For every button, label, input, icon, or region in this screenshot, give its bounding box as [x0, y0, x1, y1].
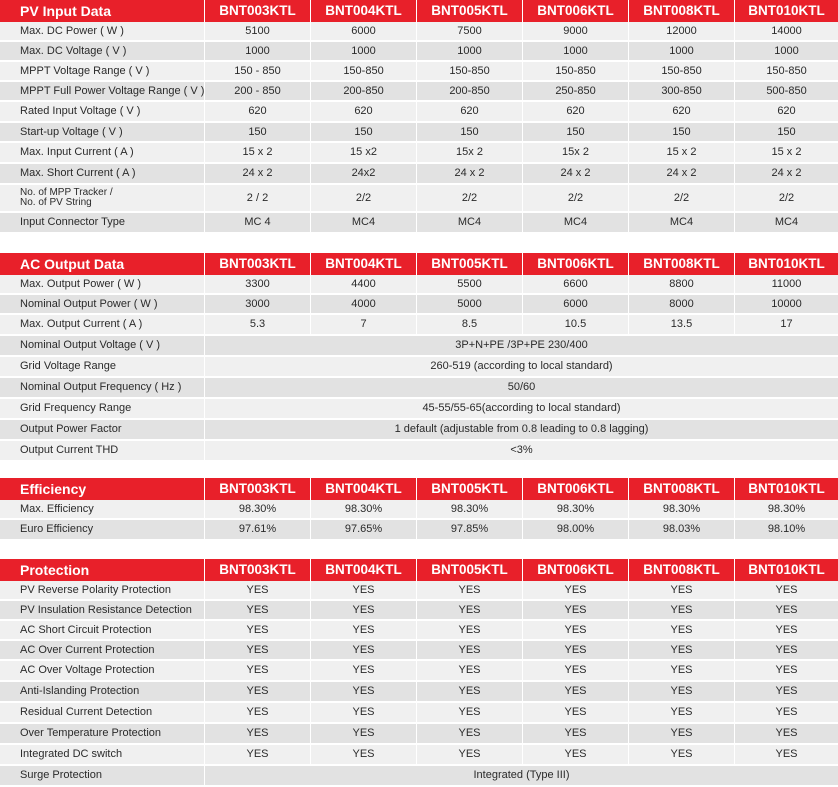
cell-value: YES: [205, 724, 311, 745]
spec-row: [0, 164, 838, 185]
row-label: Max. Efficiency: [0, 500, 205, 520]
cell-value: 150 - 850: [205, 62, 311, 82]
cell-value: YES: [417, 601, 523, 621]
row-label: Max. Input Current ( A ): [0, 143, 205, 164]
model-header: BNT008KTL: [629, 0, 735, 22]
cell-value: YES: [629, 745, 735, 766]
cell-value: 620: [523, 102, 629, 123]
spec-row: [0, 601, 838, 621]
row-label: Grid Voltage Range: [0, 357, 205, 378]
cell-value: YES: [523, 641, 629, 661]
cell-value: YES: [523, 661, 629, 682]
cell-value: YES: [311, 661, 417, 682]
cell-value: YES: [629, 641, 735, 661]
cell-value: MC4: [523, 213, 629, 234]
cell-value: YES: [523, 724, 629, 745]
model-header: BNT004KTL: [311, 0, 417, 22]
row-label: Rated Input Voltage ( V ): [0, 102, 205, 123]
cell-value: YES: [629, 724, 735, 745]
cell-value: YES: [735, 724, 838, 745]
cell-value: 150: [311, 123, 417, 143]
cell-value: 1000: [417, 42, 523, 62]
cell-value: 620: [629, 102, 735, 123]
cell-value: 5.3: [205, 315, 311, 336]
cell-value: 200 - 850: [205, 82, 311, 102]
section-header: [0, 253, 838, 275]
cell-value: 2/2: [735, 185, 838, 213]
spec-row: [0, 143, 838, 164]
cell-value: 9000: [523, 22, 629, 42]
row-label: MPPT Full Power Voltage Range ( V ): [0, 82, 205, 102]
cell-value: 12000: [629, 22, 735, 42]
row-label: Integrated DC switch: [0, 745, 205, 766]
cell-value: 2/2: [523, 185, 629, 213]
spec-row: [0, 275, 838, 295]
model-header: BNT003KTL: [205, 478, 311, 500]
cell-value: 15 x 2: [629, 143, 735, 164]
cell-value: 11000: [735, 275, 838, 295]
cell-value: 4400: [311, 275, 417, 295]
cell-value: YES: [311, 703, 417, 724]
section-title: AC Output Data: [0, 253, 205, 275]
cell-value: 98.03%: [629, 520, 735, 541]
section-title: Efficiency: [0, 478, 205, 500]
cell-value: 1000: [629, 42, 735, 62]
cell-value: 98.30%: [735, 500, 838, 520]
cell-value: YES: [417, 661, 523, 682]
spec-row: [0, 357, 838, 378]
spec-row: [0, 102, 838, 123]
cell-value: 5100: [205, 22, 311, 42]
cell-value: 24 x 2: [205, 164, 311, 185]
model-header: BNT010KTL: [735, 0, 838, 22]
cell-value: 150-850: [735, 62, 838, 82]
row-label: Max. DC Power ( W ): [0, 22, 205, 42]
cell-value: 5000: [417, 295, 523, 315]
cell-value: YES: [523, 581, 629, 601]
cell-value: 150-850: [417, 62, 523, 82]
spec-row: [0, 213, 838, 234]
row-label: PV Reverse Polarity Protection: [0, 581, 205, 601]
spec-row: [0, 724, 838, 745]
cell-value: YES: [523, 621, 629, 641]
cell-value: YES: [311, 581, 417, 601]
cell-value: 97.61%: [205, 520, 311, 541]
cell-value: MC4: [735, 213, 838, 234]
model-header: BNT006KTL: [523, 0, 629, 22]
row-label: Nominal Output Power ( W ): [0, 295, 205, 315]
cell-value: 4000: [311, 295, 417, 315]
row-label-line: No. of MPP Tracker /: [20, 187, 113, 198]
cell-value: YES: [205, 745, 311, 766]
spec-row: [0, 745, 838, 766]
cell-value: 2 / 2: [205, 185, 311, 213]
cell-value: 15x 2: [417, 143, 523, 164]
cell-value: 10000: [735, 295, 838, 315]
row-label: AC Over Current Protection: [0, 641, 205, 661]
cell-value: YES: [205, 601, 311, 621]
cell-value: 8800: [629, 275, 735, 295]
cell-value: YES: [629, 661, 735, 682]
cell-value: 98.30%: [523, 500, 629, 520]
cell-value: MC4: [629, 213, 735, 234]
cell-value: 260-519 (according to local standard): [205, 357, 838, 378]
model-header: BNT003KTL: [205, 253, 311, 275]
row-label-line: No. of PV String: [20, 197, 92, 208]
cell-value: 1000: [205, 42, 311, 62]
cell-value: Integrated (Type III): [205, 766, 838, 787]
cell-value: MC4: [311, 213, 417, 234]
row-label: Max. Short Current ( A ): [0, 164, 205, 185]
cell-value: YES: [417, 703, 523, 724]
cell-value: 5500: [417, 275, 523, 295]
model-header: BNT005KTL: [417, 253, 523, 275]
cell-value: 15x 2: [523, 143, 629, 164]
cell-value: 7500: [417, 22, 523, 42]
row-label: AC Over Voltage Protection: [0, 661, 205, 682]
spec-row: [0, 123, 838, 143]
cell-value: 97.65%: [311, 520, 417, 541]
cell-value: 24 x 2: [417, 164, 523, 185]
cell-value: YES: [629, 601, 735, 621]
spec-row: [0, 378, 838, 399]
cell-value: YES: [523, 601, 629, 621]
cell-value: YES: [417, 621, 523, 641]
cell-value: 150-850: [523, 62, 629, 82]
cell-value: YES: [735, 601, 838, 621]
model-header: BNT006KTL: [523, 559, 629, 581]
cell-value: YES: [523, 682, 629, 703]
cell-value: YES: [735, 621, 838, 641]
cell-value: 1000: [735, 42, 838, 62]
cell-value: 150: [417, 123, 523, 143]
model-header: BNT010KTL: [735, 253, 838, 275]
cell-value: 1 default (adjustable from 0.8 leading to 0.8 lagging): [205, 420, 838, 441]
section-title: Protection: [0, 559, 205, 581]
pv-input-table: [0, 0, 838, 234]
cell-value: YES: [629, 703, 735, 724]
cell-value: 250-850: [523, 82, 629, 102]
cell-value: 17: [735, 315, 838, 336]
cell-value: 50/60: [205, 378, 838, 399]
cell-value: YES: [735, 641, 838, 661]
cell-value: YES: [311, 621, 417, 641]
row-label: Start-up Voltage ( V ): [0, 123, 205, 143]
spec-row: [0, 500, 838, 520]
cell-value: YES: [311, 745, 417, 766]
cell-value: 1000: [523, 42, 629, 62]
cell-value: 6000: [523, 295, 629, 315]
model-header: BNT004KTL: [311, 253, 417, 275]
cell-value: 15 x2: [311, 143, 417, 164]
model-header: BNT003KTL: [205, 559, 311, 581]
cell-value: 620: [735, 102, 838, 123]
row-label: Euro Efficiency: [0, 520, 205, 541]
spec-row: [0, 336, 838, 357]
spec-row: [0, 420, 838, 441]
cell-value: 98.30%: [205, 500, 311, 520]
model-header: BNT006KTL: [523, 253, 629, 275]
cell-value: 98.30%: [417, 500, 523, 520]
model-header: BNT004KTL: [311, 478, 417, 500]
cell-value: 8000: [629, 295, 735, 315]
model-header: BNT005KTL: [417, 559, 523, 581]
row-label: PV Insulation Resistance Detection: [0, 601, 205, 621]
spec-row: [0, 295, 838, 315]
cell-value: YES: [735, 745, 838, 766]
spec-row: [0, 441, 838, 462]
cell-value: MC4: [417, 213, 523, 234]
row-label: Max. DC Voltage ( V ): [0, 42, 205, 62]
section-header: [0, 559, 838, 581]
section-header: [0, 0, 838, 22]
row-label: Max. Output Current ( A ): [0, 315, 205, 336]
row-label: Surge Protection: [0, 766, 205, 787]
spec-row: [0, 766, 838, 787]
cell-value: 97.85%: [417, 520, 523, 541]
cell-value: 98.00%: [523, 520, 629, 541]
cell-value: 10.5: [523, 315, 629, 336]
cell-value: 2/2: [629, 185, 735, 213]
cell-value: 300-850: [629, 82, 735, 102]
cell-value: YES: [735, 682, 838, 703]
spec-row: [0, 82, 838, 102]
spec-row: [0, 315, 838, 336]
model-header: BNT010KTL: [735, 559, 838, 581]
cell-value: YES: [311, 724, 417, 745]
cell-value: 150: [735, 123, 838, 143]
cell-value: 150-850: [311, 62, 417, 82]
cell-value: YES: [735, 581, 838, 601]
row-label: AC Short Circuit Protection: [0, 621, 205, 641]
protection-table: [0, 559, 838, 787]
cell-value: YES: [417, 724, 523, 745]
cell-value: 3300: [205, 275, 311, 295]
cell-value: YES: [311, 682, 417, 703]
row-label: Nominal Output Voltage ( V ): [0, 336, 205, 357]
spec-row: [0, 621, 838, 641]
spec-row: [0, 703, 838, 724]
cell-value: YES: [735, 661, 838, 682]
cell-value: YES: [417, 745, 523, 766]
row-label: [0, 185, 205, 213]
section-title: PV Input Data: [0, 0, 205, 22]
model-header: BNT008KTL: [629, 559, 735, 581]
cell-value: YES: [417, 641, 523, 661]
cell-value: 2/2: [417, 185, 523, 213]
spec-row: [0, 641, 838, 661]
cell-value: 200-850: [311, 82, 417, 102]
row-label: Max. Output Power ( W ): [0, 275, 205, 295]
row-label: Output Power Factor: [0, 420, 205, 441]
cell-value: YES: [735, 703, 838, 724]
cell-value: YES: [205, 641, 311, 661]
cell-value: 3P+N+PE /3P+PE 230/400: [205, 336, 838, 357]
row-label: Over Temperature Protection: [0, 724, 205, 745]
cell-value: YES: [205, 621, 311, 641]
cell-value: 8.5: [417, 315, 523, 336]
cell-value: YES: [417, 682, 523, 703]
spec-row: [0, 520, 838, 541]
row-label: Grid Frequency Range: [0, 399, 205, 420]
cell-value: 13.5: [629, 315, 735, 336]
cell-value: 98.30%: [629, 500, 735, 520]
cell-value: 45-55/55-65(according to local standard): [205, 399, 838, 420]
cell-value: YES: [629, 581, 735, 601]
model-header: BNT004KTL: [311, 559, 417, 581]
cell-value: 24x2: [311, 164, 417, 185]
cell-value: 150-850: [629, 62, 735, 82]
cell-value: 150: [205, 123, 311, 143]
model-header: BNT008KTL: [629, 478, 735, 500]
spec-row: [0, 42, 838, 62]
model-header: BNT008KTL: [629, 253, 735, 275]
cell-value: 6000: [311, 22, 417, 42]
spec-row: [0, 62, 838, 82]
cell-value: 3000: [205, 295, 311, 315]
cell-value: YES: [523, 745, 629, 766]
cell-value: 14000: [735, 22, 838, 42]
cell-value: 6600: [523, 275, 629, 295]
row-label: Output Current THD: [0, 441, 205, 462]
cell-value: 200-850: [417, 82, 523, 102]
model-header: BNT003KTL: [205, 0, 311, 22]
cell-value: YES: [523, 703, 629, 724]
model-header: BNT010KTL: [735, 478, 838, 500]
model-header: BNT006KTL: [523, 478, 629, 500]
spec-row: [0, 581, 838, 601]
cell-value: 98.10%: [735, 520, 838, 541]
spec-row: [0, 661, 838, 682]
spec-row: [0, 22, 838, 42]
cell-value: 24 x 2: [629, 164, 735, 185]
cell-value: 620: [205, 102, 311, 123]
cell-value: 150: [629, 123, 735, 143]
cell-value: 150: [523, 123, 629, 143]
cell-value: 2/2: [311, 185, 417, 213]
cell-value: 620: [311, 102, 417, 123]
cell-value: 500-850: [735, 82, 838, 102]
row-label: Input Connector Type: [0, 213, 205, 234]
cell-value: 15 x 2: [205, 143, 311, 164]
cell-value: YES: [311, 641, 417, 661]
cell-value: 1000: [311, 42, 417, 62]
cell-value: YES: [629, 682, 735, 703]
cell-value: 98.30%: [311, 500, 417, 520]
cell-value: 620: [417, 102, 523, 123]
cell-value: YES: [311, 601, 417, 621]
spec-row: [0, 185, 838, 213]
row-label: Anti-Islanding Protection: [0, 682, 205, 703]
row-label: Residual Current Detection: [0, 703, 205, 724]
cell-value: YES: [417, 581, 523, 601]
spec-row: [0, 682, 838, 703]
cell-value: 7: [311, 315, 417, 336]
cell-value: YES: [629, 621, 735, 641]
cell-value: <3%: [205, 441, 838, 462]
ac-output-table: [0, 253, 838, 462]
cell-value: YES: [205, 661, 311, 682]
cell-value: MC 4: [205, 213, 311, 234]
cell-value: YES: [205, 581, 311, 601]
section-header: [0, 478, 838, 500]
spec-row: [0, 399, 838, 420]
cell-value: YES: [205, 682, 311, 703]
cell-value: 15 x 2: [735, 143, 838, 164]
model-header: BNT005KTL: [417, 478, 523, 500]
efficiency-table: [0, 478, 838, 541]
cell-value: 24 x 2: [735, 164, 838, 185]
cell-value: 24 x 2: [523, 164, 629, 185]
row-label: MPPT Voltage Range ( V ): [0, 62, 205, 82]
row-label: Nominal Output Frequency ( Hz ): [0, 378, 205, 399]
cell-value: YES: [205, 703, 311, 724]
model-header: BNT005KTL: [417, 0, 523, 22]
